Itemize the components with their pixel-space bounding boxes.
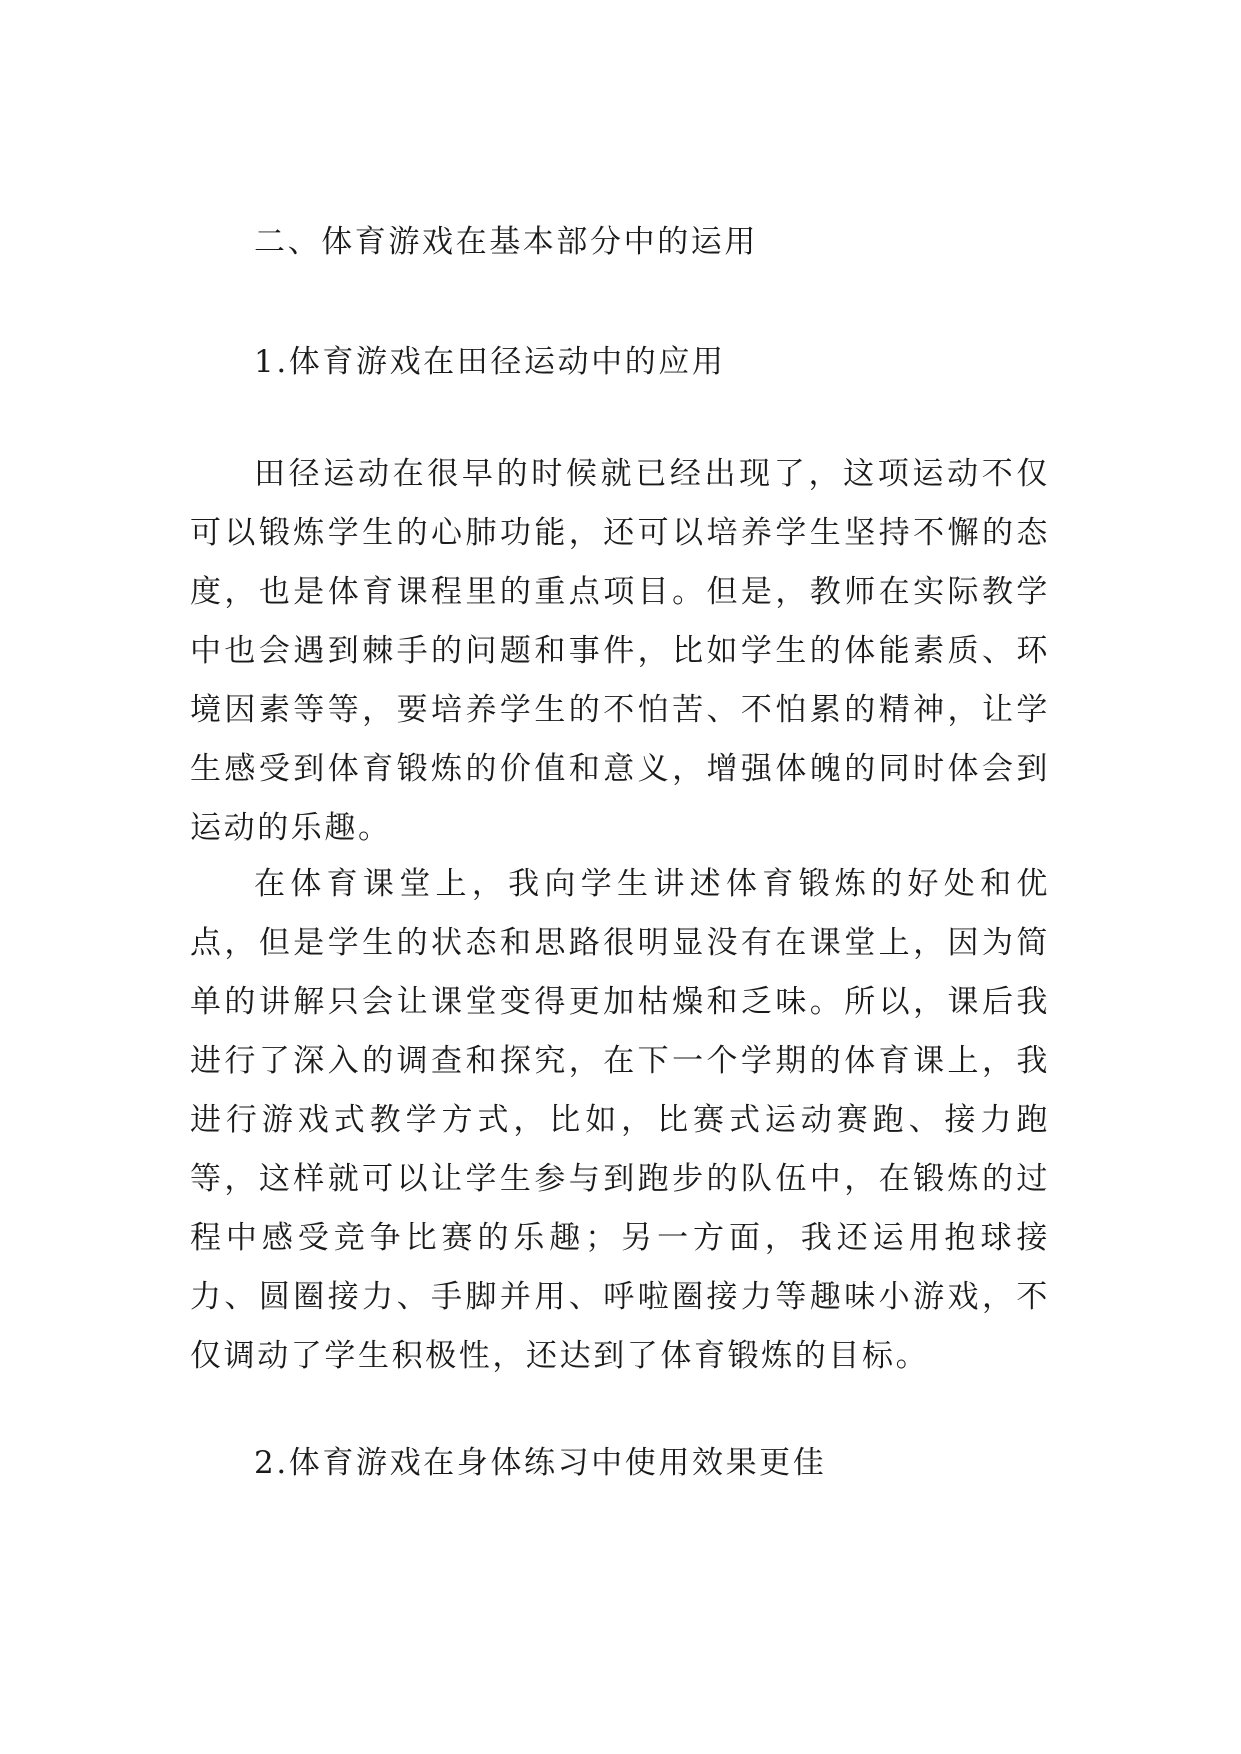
subheading-track-and-field: 1.体育游戏在田径运动中的应用 — [254, 344, 726, 380]
paragraph-track-and-field: 田径运动在很早的时候就已经出现了，这项运动不仅可以锻炼学生的心肺功能，还可以培养学生坚持不懈的态度，也是体育课程里的重点项目。但是，教师在实际教学中也会遇到棘手的问题和事件，比如学生的体能素质、环境因素等等，要培养学生的不怕苦、不怕累的精神，让学生感受到体育锻炼的价值和意义，增强体魄的同时体会到运动的乐趣。 — [190, 456, 1050, 846]
subheading-physical-exercise: 2.体育游戏在身体练习中使用效果更佳 — [254, 1445, 827, 1481]
section-heading: 二、体育游戏在基本部分中的运用 — [254, 224, 758, 260]
paragraph-classroom-games: 在体育课堂上，我向学生讲述体育锻炼的好处和优点，但是学生的状态和思路很明显没有在课堂上，因为简单的讲解只会让课堂变得更加枯燥和乏味。所以，课后我进行了深入的调查和探究，在下一个学期的体育课上，我进行游戏式教学方式，比如，比赛式运动赛跑、接力跑等，这样就可以让学生参与到跑步的队伍中，在锻炼的过程中感受竞争比赛的乐趣；另一方面，我还运用抱球接力、圆圈接力、手脚并用、呼啦圈接力等趣味小游戏，不仅调动了学生积极性，还达到了体育锻炼的目标。 — [190, 866, 1050, 1374]
